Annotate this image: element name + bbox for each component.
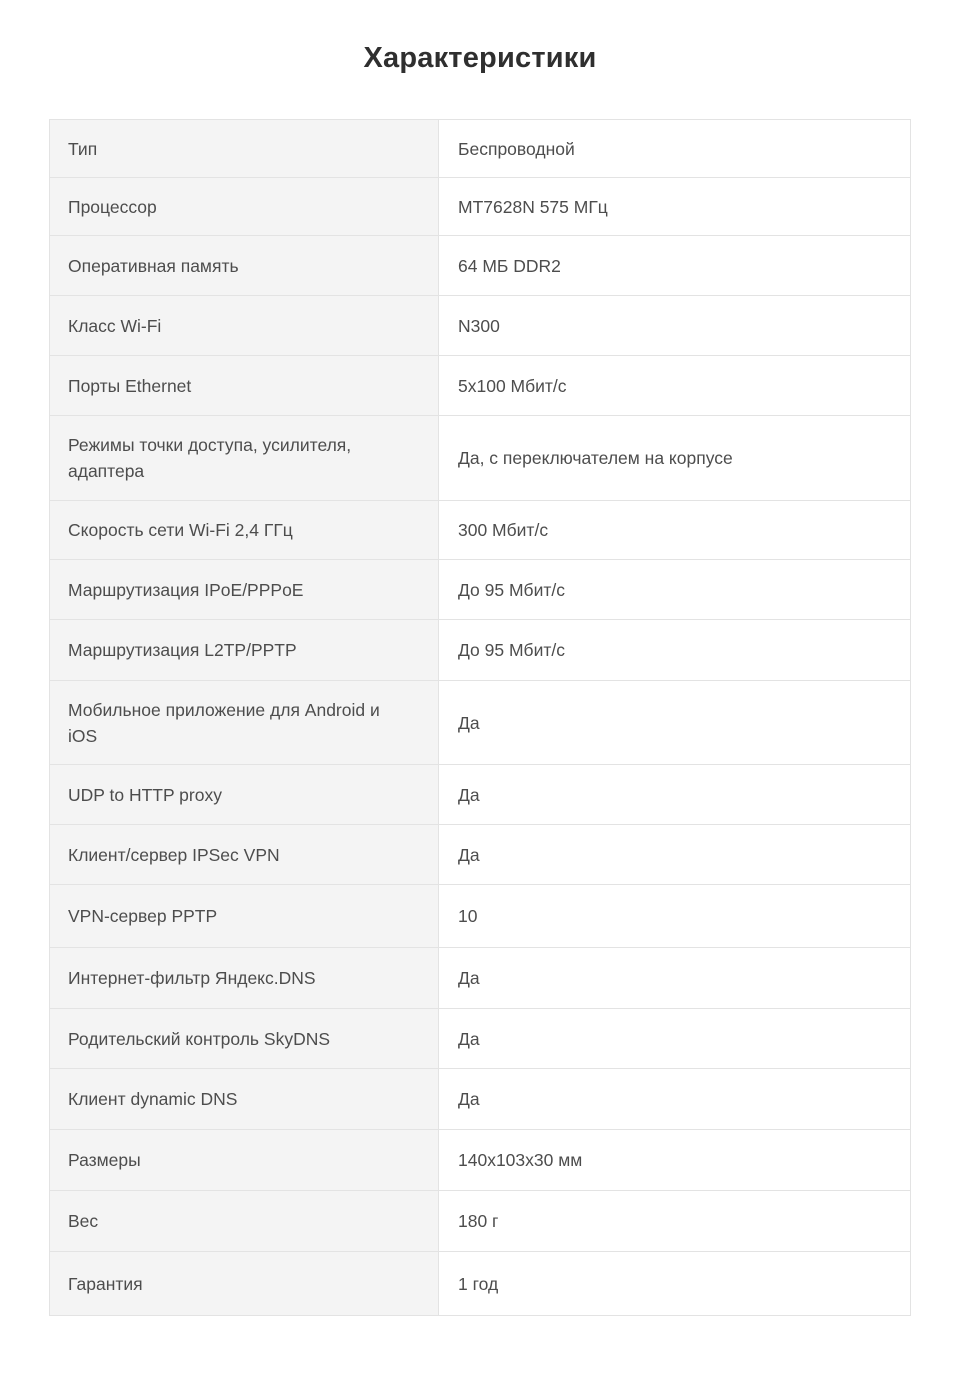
spec-value: Беспроводной <box>439 120 910 177</box>
spec-value: N300 <box>439 296 910 355</box>
spec-value: 180 г <box>439 1191 910 1251</box>
spec-value: Да, с переключателем на корпусе <box>439 416 910 500</box>
spec-value: 140x103x30 мм <box>439 1130 910 1190</box>
spec-value: MT7628N 575 МГц <box>439 178 910 235</box>
spec-label: Клиент dynamic DNS <box>50 1069 439 1129</box>
spec-label: Мобильное приложение для Android и iOS <box>50 681 439 764</box>
specs-table <box>49 119 911 1316</box>
spec-label: Маршрутизация L2TP/PPTP <box>50 620 439 680</box>
table-row <box>50 178 910 236</box>
spec-value: До 95 Мбит/с <box>439 560 910 619</box>
spec-value: Да <box>439 1069 910 1129</box>
spec-label: Родительский контроль SkyDNS <box>50 1009 439 1068</box>
spec-value: Да <box>439 1009 910 1068</box>
table-row <box>50 620 910 681</box>
spec-label: VPN-сервер PPTP <box>50 885 439 947</box>
table-row <box>50 681 910 765</box>
spec-label: Тип <box>50 120 439 177</box>
spec-value: Да <box>439 765 910 824</box>
spec-value: Да <box>439 681 910 764</box>
spec-label: Процессор <box>50 178 439 235</box>
table-row <box>50 765 910 825</box>
table-row <box>50 236 910 296</box>
table-row <box>50 1069 910 1130</box>
table-row <box>50 1252 910 1316</box>
spec-value: Да <box>439 948 910 1008</box>
spec-label: Скорость сети Wi-Fi 2,4 ГГц <box>50 501 439 559</box>
spec-value: До 95 Мбит/с <box>439 620 910 680</box>
table-row <box>50 948 910 1009</box>
spec-label: Маршрутизация IPoE/PPPoE <box>50 560 439 619</box>
spec-label: UDP to HTTP proxy <box>50 765 439 824</box>
spec-value: 1 год <box>439 1252 910 1315</box>
table-row <box>50 501 910 560</box>
table-row <box>50 1009 910 1069</box>
spec-value: 10 <box>439 885 910 947</box>
spec-label: Режимы точки доступа, усилителя, адаптера <box>50 416 439 500</box>
spec-value: 64 МБ DDR2 <box>439 236 910 295</box>
table-row <box>50 1130 910 1191</box>
table-row <box>50 296 910 356</box>
spec-label: Вес <box>50 1191 439 1251</box>
spec-label: Класс Wi-Fi <box>50 296 439 355</box>
spec-label: Гарантия <box>50 1252 439 1315</box>
spec-label: Оперативная память <box>50 236 439 295</box>
table-row <box>50 356 910 416</box>
table-row <box>50 825 910 885</box>
table-row <box>50 885 910 948</box>
spec-value: 5x100 Мбит/с <box>439 356 910 415</box>
spec-label: Клиент/сервер IPSec VPN <box>50 825 439 884</box>
table-row <box>50 416 910 501</box>
table-row <box>50 560 910 620</box>
spec-value: Да <box>439 825 910 884</box>
spec-label: Порты Ethernet <box>50 356 439 415</box>
table-row <box>50 1191 910 1252</box>
spec-label: Размеры <box>50 1130 439 1190</box>
spec-label: Интернет-фильтр Яндекс.DNS <box>50 948 439 1008</box>
page-title: Характеристики <box>363 42 597 74</box>
table-row <box>50 120 910 178</box>
spec-value: 300 Мбит/с <box>439 501 910 559</box>
